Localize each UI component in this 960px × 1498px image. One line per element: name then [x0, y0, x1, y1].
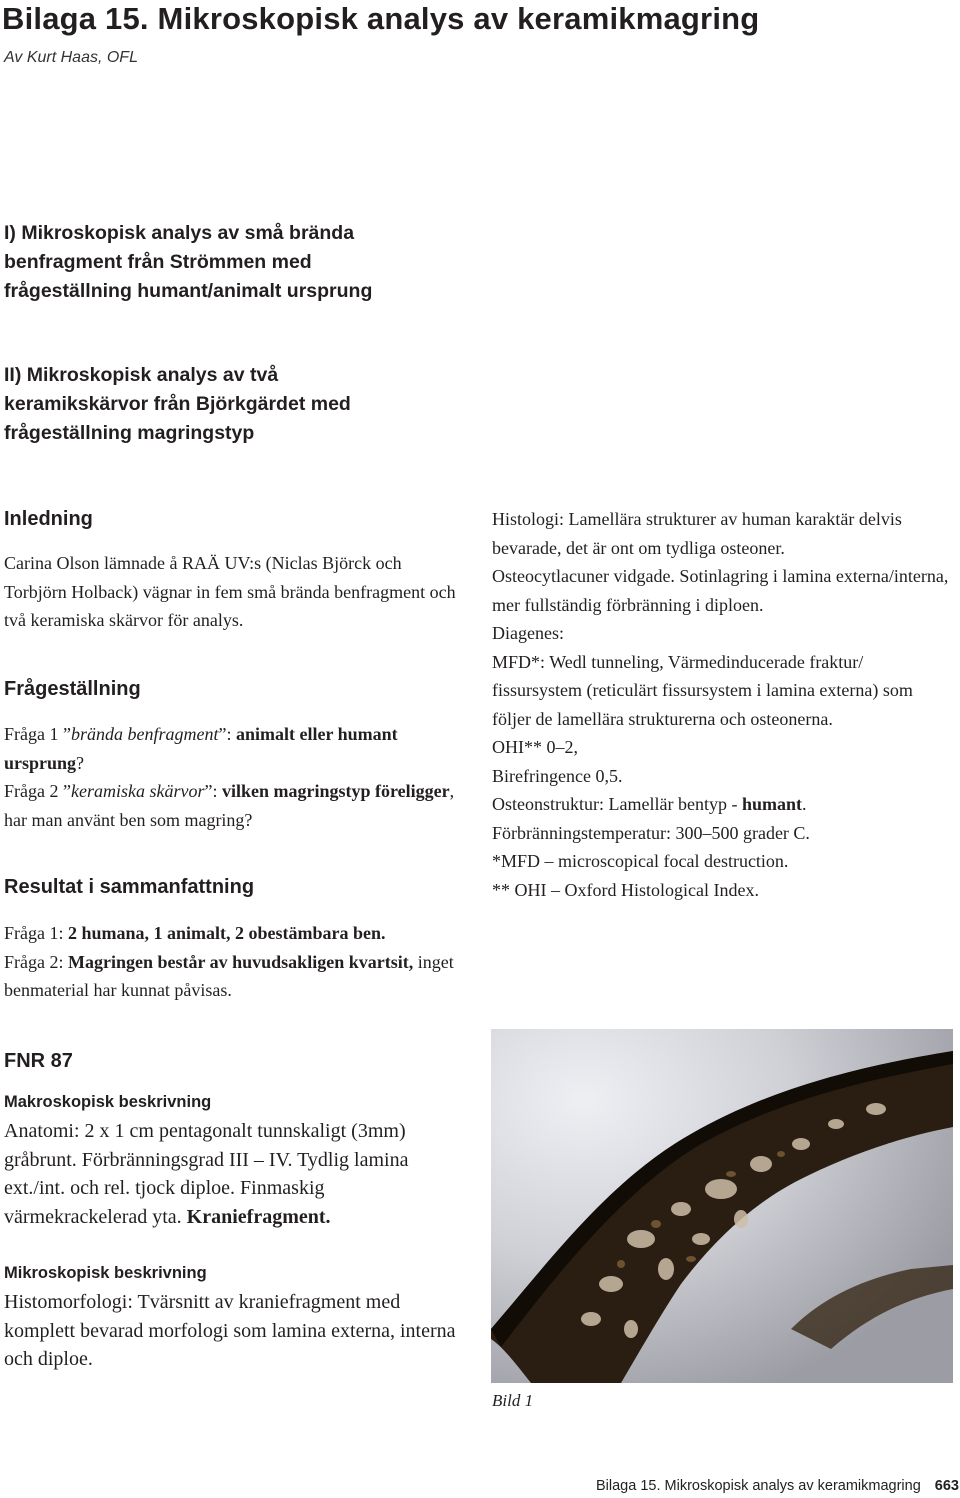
q1-subject: brända benfragment: [70, 724, 219, 744]
section-2-heading-line: frågeställning magringstyp: [4, 422, 255, 444]
inledning-text: Carina Olson lämnade å RAÄ UV:s (Niclas Björck och Torbjörn Holback) vägnar in fem små brända benfragment och två keramiska skärvor för analys.: [4, 553, 456, 630]
makro-description: Anatomi: 2 x 1 cm pentagonalt tunnskaligt (3mm) gråbrunt. Förbränningsgrad III – IV. Tydlig lamina ext./int. och rel. tjock diploe. Finmaskig värmekrackelerad yta.: [4, 1120, 409, 1228]
section-2-heading: [4, 361, 524, 448]
osteonstruktur-text: [492, 790, 954, 819]
osteocyt-text: Osteocytlacuner vidgade. Sotinlagring i lamina externa/interna, mer fullständig förbränning i diploen.: [492, 566, 949, 615]
birefringence-text: Birefringence 0,5.: [492, 765, 623, 786]
bone-section-image: [491, 1029, 953, 1383]
page-footer: [596, 1476, 959, 1496]
author-line: Av Kurt Haas, OFL: [4, 49, 138, 66]
section-2-heading-line: keramikskärvor från Björkgärdet med: [4, 393, 351, 415]
histologi-text: Histologi: Lamellära strukturer av human karaktär delvis bevarade, det är ont om tydliga osteoner.: [492, 509, 902, 558]
makro-text: [4, 1117, 466, 1231]
result-1: [4, 919, 466, 948]
q2-subject: keramiska skärvor: [70, 781, 205, 801]
diagenes-label: Diagenes:: [492, 623, 564, 643]
r1-prefix: Fråga 1:: [4, 923, 68, 943]
temperatur-text: Förbränningstemperatur: 300–500 grader C.: [492, 822, 810, 843]
q2-end: , har man använt ben som magring?: [4, 781, 455, 830]
fnr-heading: FNR 87: [4, 1050, 73, 1072]
r2-end: inget benmaterial har kunnat påvisas.: [4, 951, 454, 1000]
resultat-body: [4, 919, 466, 1005]
ohi-text: OHI** 0–2,: [492, 737, 578, 757]
section-1-heading-line: frågeställning humant/animalt ursprung: [4, 280, 373, 302]
osteonstruktur-result: humant: [741, 794, 802, 814]
q1-end: ?: [76, 752, 85, 773]
osteonstruktur-end: .: [801, 794, 807, 814]
q2-mid: ”:: [204, 781, 222, 801]
makro-conclusion: Kraniefragment.: [186, 1205, 331, 1228]
right-column: [492, 505, 954, 904]
q1-mid: ”:: [218, 724, 236, 744]
figure-caption: Bild 1: [492, 1391, 534, 1410]
inledning-heading: Inledning: [4, 508, 93, 530]
mikro-text: Histomorfologi: Tvärsnitt av kraniefragment med komplett bevarad morfologi som lamina externa, interna och diploe.: [4, 1291, 456, 1370]
r2-answer: Magringen består av huvudsakligen kvartsit,: [67, 951, 414, 972]
q2-question: vilken magringstyp föreligger: [221, 781, 450, 801]
resultat-heading: Resultat i sammanfattning: [4, 876, 255, 898]
page-title: Bilaga 15. Mikroskopisk analys av keramikmagring: [2, 1, 760, 36]
section-1-heading: [4, 219, 524, 306]
section-1-heading-line: I) Mikroskopisk analys av små brända: [4, 222, 355, 244]
microscope-photo: [491, 1029, 953, 1383]
question-2: [4, 777, 466, 834]
mfd-text: MFD*: Wedl tunneling, Värmedinducerade fraktur/ fissursystem (reticulärt fissursystem i lamina externa) som följer de lamellära strukturerna och osteonerna.: [492, 651, 913, 729]
q1-question: animalt eller humant ursprung: [4, 724, 398, 773]
page-number: 663: [934, 1478, 959, 1494]
note-ohi: ** OHI – Oxford Histological Index.: [492, 879, 759, 900]
question-1: [4, 720, 466, 777]
running-title: Bilaga 15. Mikroskopisk analys av keramikmagring: [596, 1478, 921, 1494]
section-1-heading-line: benfragment från Strömmen med: [4, 251, 312, 273]
q2-prefix: Fråga 2 ”: [4, 781, 71, 801]
osteonstruktur-prefix: Osteonstruktur: Lamellär bentyp -: [492, 794, 742, 814]
fragestallning-body: [4, 720, 466, 834]
fragestallning-heading: Frågeställning: [4, 678, 141, 700]
q1-prefix: Fråga 1 ”: [4, 724, 71, 744]
makro-heading: Makroskopisk beskrivning: [4, 1093, 212, 1111]
result-2: [4, 948, 466, 1005]
r2-prefix: Fråga 2:: [4, 951, 68, 972]
mikro-heading: Mikroskopisk beskrivning: [4, 1264, 207, 1282]
r1-answer: 2 humana, 1 animalt, 2 obestämbara ben.: [67, 923, 386, 943]
section-2-heading-line: II) Mikroskopisk analys av två: [4, 364, 279, 386]
note-mfd: *MFD – microscopical focal destruction.: [492, 851, 789, 871]
